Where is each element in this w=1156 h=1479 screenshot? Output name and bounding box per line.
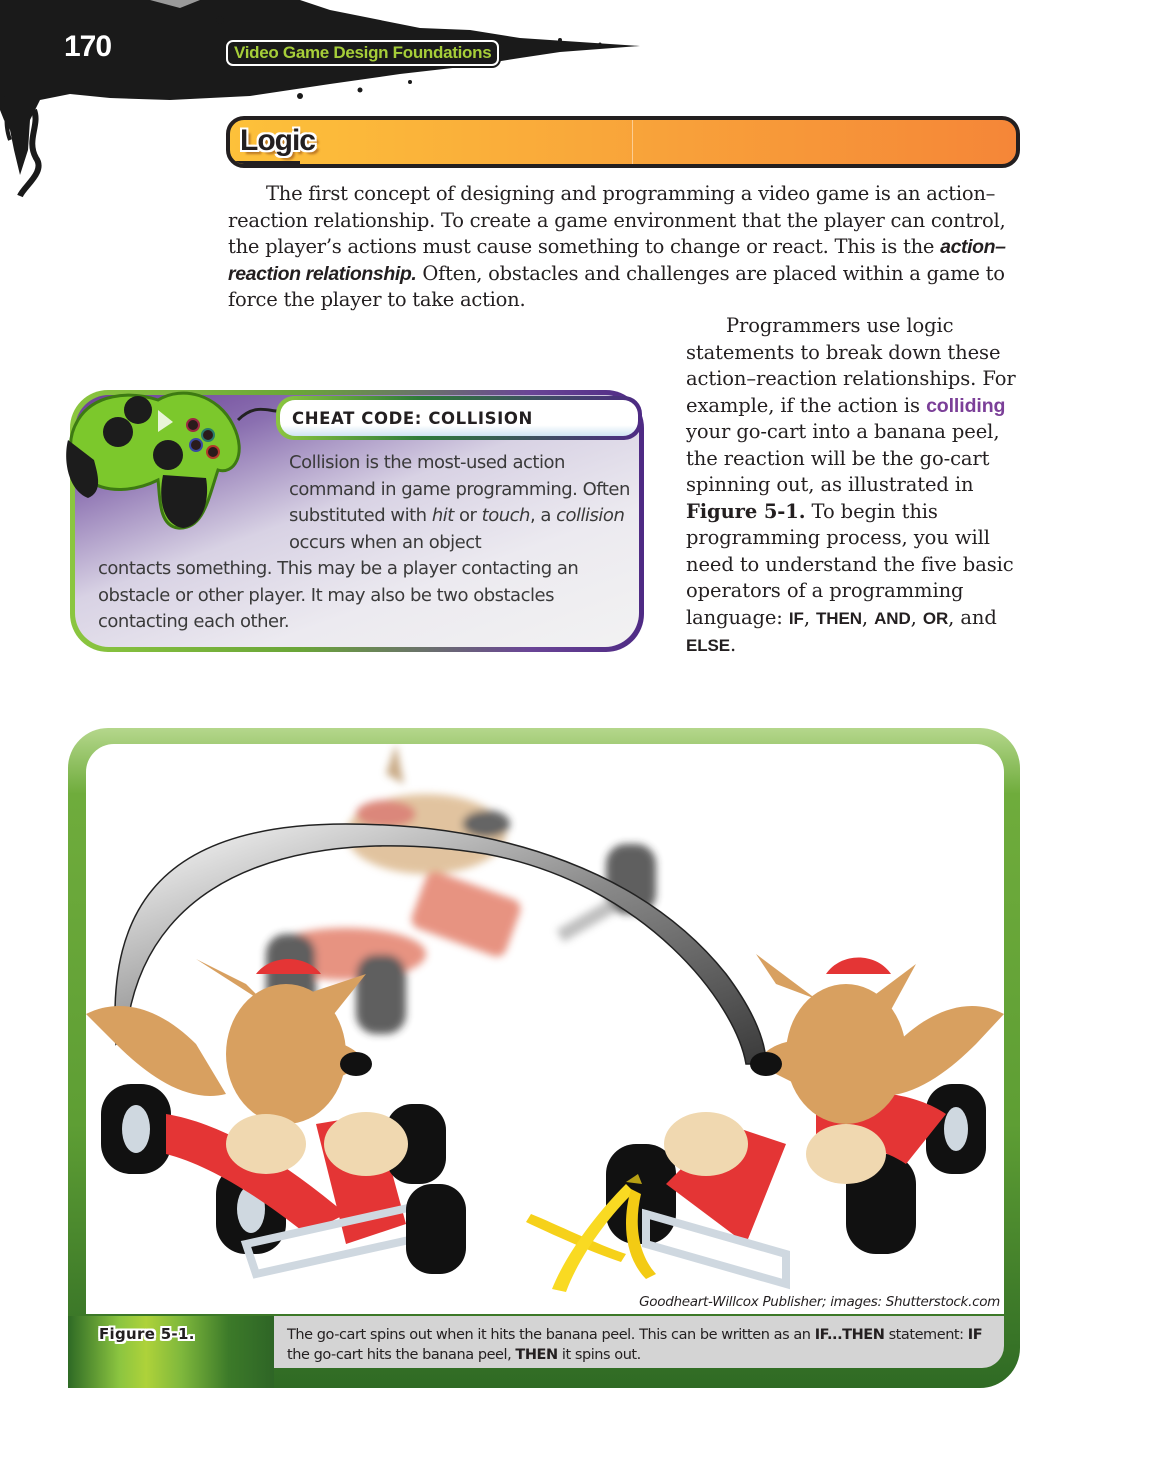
section-title-underline	[230, 161, 300, 164]
figure-reference-link[interactable]: Figure 5-1.	[686, 499, 806, 523]
logic-paragraph: Programmers use logic statements to break down these action–reaction relationships. For example, if the action is colliding your go-cart into a banana peel, the reaction will be the go-cart spinning out, as illustrated in Figure 5-1. To begin this programming process, you will need to understand the five basic operators of a programming language: IF, THEN, AND, OR, and ELSE.	[686, 314, 1016, 656]
cheat-code-text-continued: contacts something. This may be a player contacting an obstacle or other player. It may also be two obstacles contacting each other.	[98, 558, 579, 632]
figure-label: Figure 5-1.	[99, 1325, 195, 1343]
glossary-term-colliding[interactable]: colliding	[926, 394, 1006, 417]
intro-text: The first concept of designing and programming a video game is an action–reaction relationship. To create a game environment that the player can control, the player’s actions must cause something to change or react. This is the	[228, 182, 1006, 258]
left-cart-character	[86, 959, 466, 1274]
operator-else: ELSE	[686, 636, 731, 655]
operator-if: IF	[788, 608, 804, 628]
key-term-action-reaction: action–reaction relationship.	[228, 236, 1006, 285]
cheat-code-title: CHEAT CODE: COLLISION	[292, 408, 533, 428]
game-controller-icon	[58, 380, 288, 530]
cheat-code-header	[276, 396, 642, 440]
cheat-code-text: Collision is the most-used action command in game programming. Often substituted with hit or touch, a collision occurs when an object	[289, 452, 630, 553]
page-number: 170	[64, 30, 112, 63]
section-heading-bar	[226, 116, 1020, 168]
figure-caption: The go-cart spins out when it hits the banana peel. This can be written as an IF...THEN statement: IF the go-cart hits the banana peel, THEN it spins out.	[287, 1327, 983, 1363]
go-cart-illustration	[86, 744, 1004, 1314]
figure-credit: Goodheart-Willcox Publisher; images: Shutterstock.com	[639, 1294, 1000, 1310]
right-cart-character	[606, 954, 1004, 1284]
intro-paragraph	[228, 181, 1028, 314]
intro-text: Often, obstacles and challenges are placed within a game to force the player to take action.	[228, 261, 1005, 311]
operator-and: AND	[874, 608, 911, 628]
section-title: Logic	[240, 124, 315, 157]
operator-then: THEN	[816, 608, 862, 628]
operator-or: OR	[922, 608, 949, 628]
book-title: Video Game Design Foundations	[226, 40, 499, 66]
